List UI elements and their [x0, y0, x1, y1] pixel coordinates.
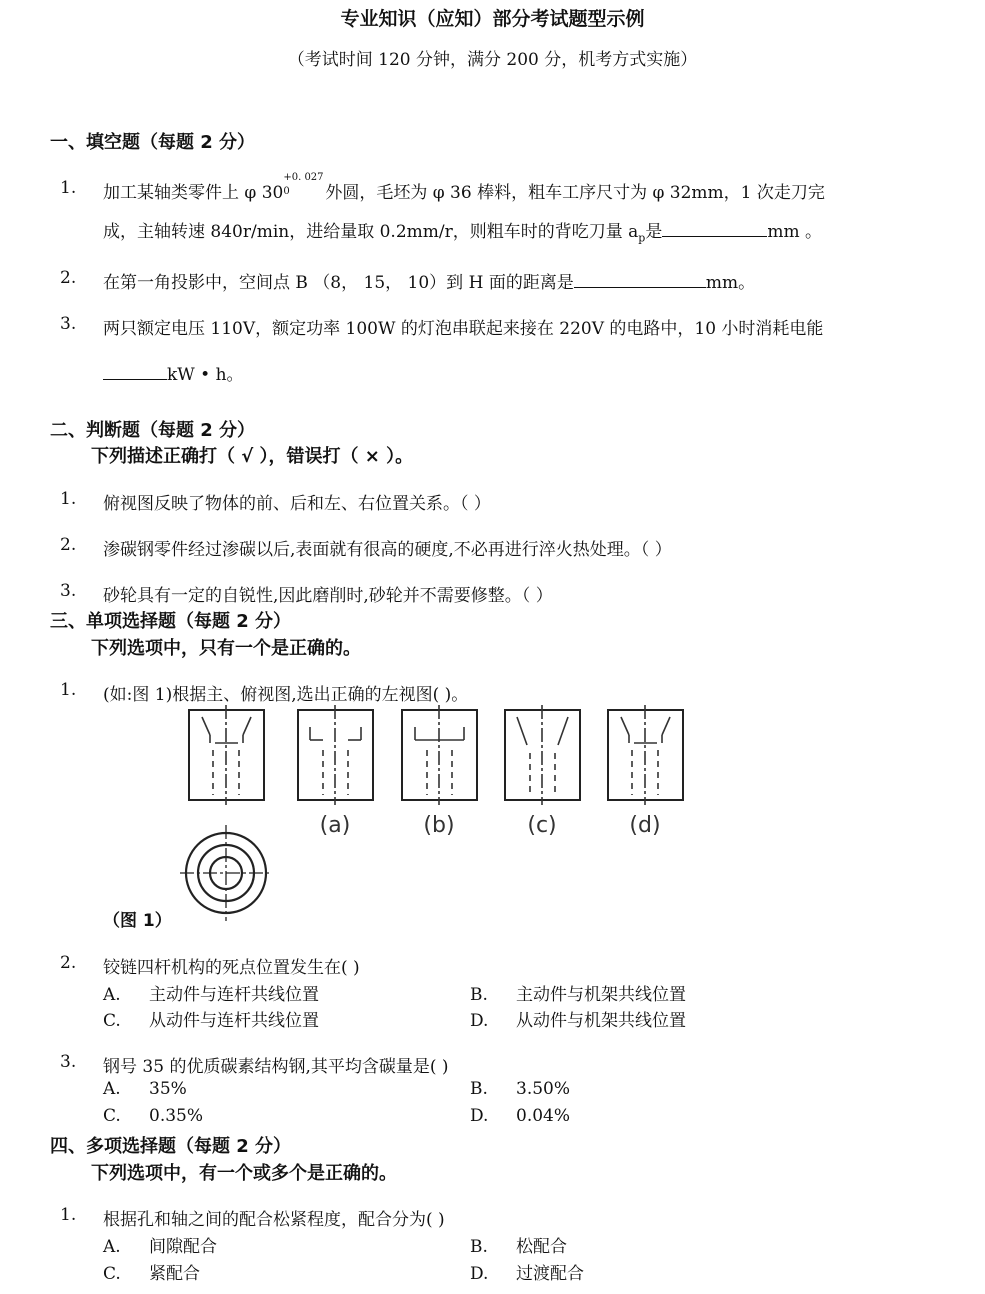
- question-text: kW • h。: [167, 365, 244, 385]
- option-d[interactable]: D. 0.04%: [470, 1106, 571, 1126]
- fill-blank-question-3-line1: 两只额定电压 110V，额定功率 100W 的灯泡串联起来接在 220V 的电路中，10 小时消耗电能: [103, 319, 824, 339]
- option-d[interactable]: D. 从动件与机架共线位置: [470, 1011, 686, 1031]
- tolerance-lower: 0: [283, 186, 290, 197]
- figure-caption: （图 1）: [103, 911, 172, 931]
- question-number: 1.: [60, 178, 77, 198]
- question-number: 1.: [60, 680, 77, 700]
- option-b[interactable]: B. 主动件与机架共线位置: [470, 985, 686, 1005]
- option-a[interactable]: A. 主动件与连杆共线位置: [103, 985, 319, 1005]
- answer-blank[interactable]: [103, 365, 167, 380]
- option-a[interactable]: A. 间隙配合: [103, 1237, 217, 1257]
- main-view-lines: [202, 705, 251, 805]
- question-text: mm。: [705, 273, 756, 293]
- figure-option-label: (a): [319, 813, 351, 838]
- option-c[interactable]: C. 紧配合: [103, 1264, 200, 1284]
- answer-blank[interactable]: [574, 273, 706, 288]
- question-text: 加工某轴类零件上 φ 30: [103, 183, 284, 203]
- single-choice-question-1: (如:图 1)根据主、俯视图,选出正确的左视图( )。: [103, 685, 469, 705]
- tolerance-upper: +0. 027: [283, 172, 324, 183]
- question-number: 3.: [60, 581, 77, 601]
- option-c[interactable]: C. 0.35%: [103, 1106, 204, 1126]
- answer-blank[interactable]: [662, 222, 767, 237]
- figure-option-label: (b): [423, 813, 455, 838]
- question-text: 在第一角投影中，空间点 B （8， 15， 10）到 H 面的距离是: [103, 273, 574, 293]
- question-number: 3.: [60, 314, 77, 334]
- top-view: [180, 825, 272, 921]
- single-choice-question-2: 铰链四杆机构的死点位置发生在( ): [103, 958, 360, 978]
- question-text: 外圆，毛坯为 φ 36 棒料，粗车工序尺寸为 φ 32mm，1 次走刀完: [325, 183, 825, 203]
- option-a[interactable]: A. 35%: [103, 1079, 187, 1099]
- page-title: 专业知识（应知）部分考试题型示例: [340, 8, 645, 30]
- fill-blank-question-2: [103, 268, 755, 293]
- fill-blank-question-1-line1: [103, 172, 825, 203]
- multi-choice-question-1: 根据孔和轴之间的配合松紧程度，配合分为( ): [103, 1210, 445, 1230]
- section-fill-blank-title: 一、填空题（每题 2 分）: [50, 132, 256, 153]
- fill-blank-question-1-line2: [103, 217, 822, 244]
- option-b[interactable]: B. 松配合: [470, 1237, 567, 1257]
- section-multi-choice-title: 四、多项选择题（每题 2 分）: [50, 1136, 292, 1157]
- option-c-lines: [517, 705, 568, 805]
- question-number: 2.: [60, 953, 77, 973]
- option-d[interactable]: D. 过渡配合: [470, 1264, 584, 1284]
- true-false-question-3: 砂轮具有一定的自锐性,因此磨削时,砂轮并不需要修整。（ ）: [103, 586, 553, 606]
- page-subtitle: （考试时间 120 分钟，满分 200 分，机考方式实施）: [287, 50, 698, 70]
- section-instruction: 下列选项中，只有一个是正确的。: [91, 638, 361, 659]
- question-number: 1.: [60, 489, 77, 509]
- question-number: 1.: [60, 1205, 77, 1225]
- option-c[interactable]: C. 从动件与连杆共线位置: [103, 1011, 319, 1031]
- section-single-choice-title: 三、单项选择题（每题 2 分）: [50, 611, 292, 632]
- true-false-question-1: 俯视图反映了物体的前、后和左、右位置关系。（ ）: [103, 494, 491, 514]
- section-instruction: 下列选项中，有一个或多个是正确的。: [91, 1163, 397, 1184]
- single-choice-question-3: 钢号 35 的优质碳素结构钢,其平均含碳量是( ): [103, 1057, 449, 1077]
- figure-option-label: (d): [629, 813, 661, 838]
- question-text: 成，主轴转速 840r/min，进给量取 0.2mm/r，则粗车时的背吃刀量 a: [103, 222, 639, 242]
- question-text: mm 。: [767, 222, 822, 242]
- option-a-lines: [310, 705, 361, 805]
- true-false-question-2: 渗碳钢零件经过渗碳以后,表面就有很高的硬度,不必再进行淬火热处理。（ ）: [103, 540, 672, 560]
- figure-1-drawing: [180, 705, 690, 930]
- section-instruction: 下列描述正确打（ √ ），错误打（ × ）。: [91, 446, 414, 467]
- question-number: 3.: [60, 1052, 77, 1072]
- option-b[interactable]: B. 3.50%: [470, 1079, 571, 1099]
- tolerance: [283, 172, 325, 198]
- subscript: p: [638, 231, 646, 245]
- section-true-false-title: 二、判断题（每题 2 分）: [50, 420, 256, 441]
- figure-option-label: (c): [527, 813, 557, 838]
- option-b-lines: [415, 705, 464, 805]
- fill-blank-question-3-line2: [103, 360, 244, 385]
- question-number: 2.: [60, 535, 77, 555]
- option-d-lines: [621, 705, 670, 805]
- question-text: 是: [645, 222, 663, 242]
- question-number: 2.: [60, 268, 77, 288]
